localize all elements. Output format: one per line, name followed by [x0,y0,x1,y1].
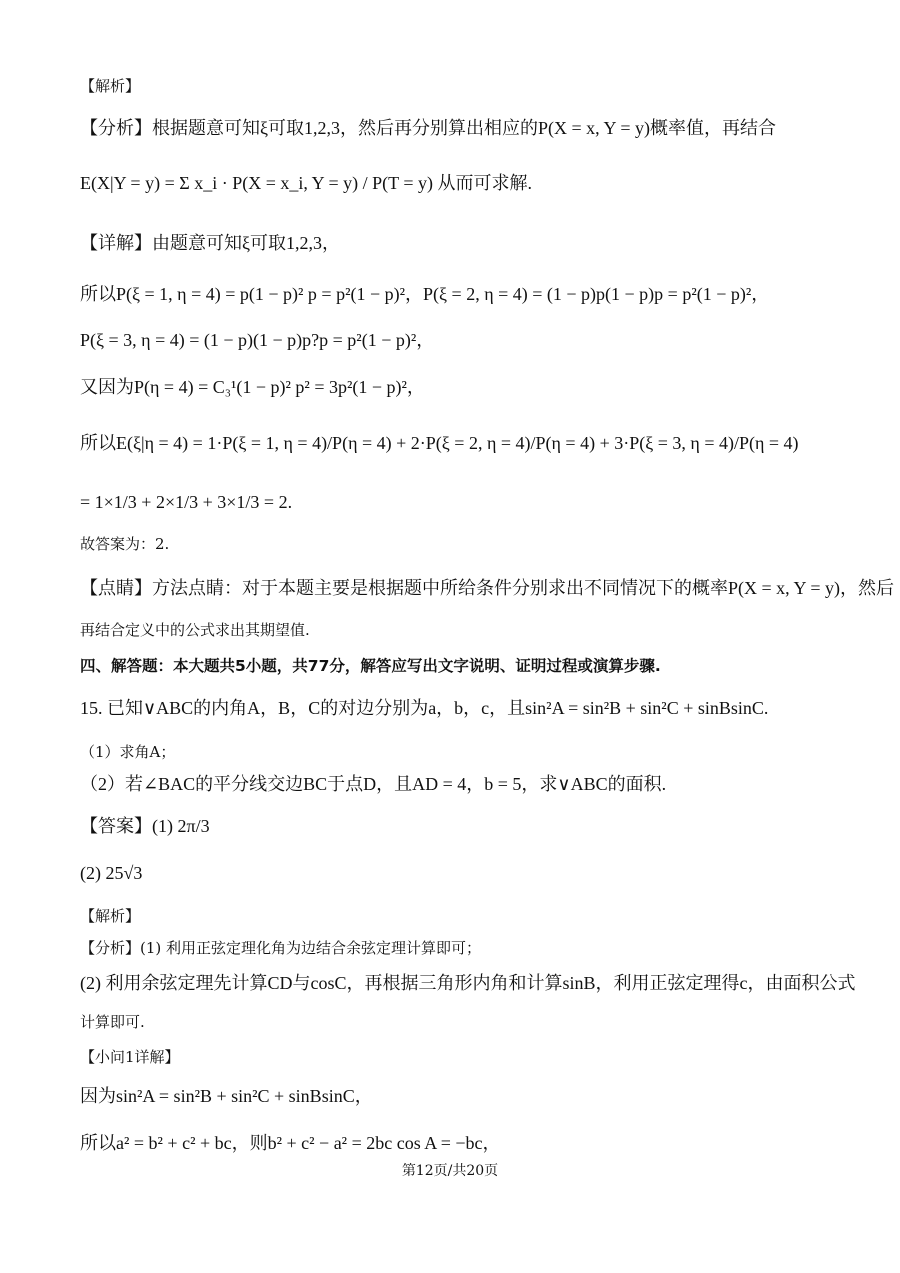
subquestion-1-line-1: 因为sin²A = sin²B + sin²C + sinBsinC， [80,1086,373,1106]
subquestion-1-heading: 【小问1详解】 [80,1048,180,1066]
question-part-1: （1）求角A； [80,743,176,761]
detail-paragraph: 【详解】由题意可知ξ可取1,2,3， [80,233,341,253]
analysis-1: 【分析】(1) 利用正弦定理化角为边结合余弦定理计算即可； [80,939,482,957]
expectation-formula: E(X|Y = y) = Σ x_i · P(X = x_i, Y = y) / P(T = y) 从而可求解. [80,173,532,193]
answer-1: 【答案】(1) 2π/3 [80,816,210,836]
question-part-2: （2）若∠BAC的平分线交边BC于点D，且AD = 4，b = 5，求∨ABC的面积. [80,774,667,794]
section-label-analysis-2: 【解析】 [80,907,141,925]
page-footer: 第12页/共20页 [401,1163,499,1179]
conditional-expectation: 所以E(ξ|η = 4) = 1·P(ξ = 1, η = 4)/P(η = 4) + 2·P(ξ = 2, η = 4)/P(η = 4) + 3·P(ξ = 3, η = 4)/P(η = 4) [80,433,799,453]
probability-line-1: 所以P(ξ = 1, η = 4) = p(1 − p)² p = p²(1 − p)²，P(ξ = 2, η = 4) = (1 − p)p(1 − p)p = p²(1 − p)²， [80,284,770,304]
analysis-paragraph: 【分析】根据题意可知ξ可取1,2,3，然后再分别算出相应的P(X = x, Y = y)概率值，再结合 [80,118,776,138]
answer-2: (2) 25√3 [80,863,143,883]
analysis-2: (2) 利用余弦定理先计算CD与cosC，再根据三角形内角和计算sinB，利用正弦定理得c，由面积公式 [80,973,856,993]
tips-line-2: 再结合定义中的公式求出其期望值. [80,621,310,639]
probability-line-2: P(ξ = 3, η = 4) = (1 − p)(1 − p)p?p = p²(1 − p)²， [80,330,435,350]
analysis-3: 计算即可. [80,1013,145,1031]
subquestion-1-line-2: 所以a² = b² + c² + bc，则b² + c² − a² = 2bc cos A = −bc， [80,1133,501,1153]
tips-line-1: 【点睛】方法点睛：对于本题主要是根据题中所给条件分别求出不同情况下的概率P(X = x, Y = y)，然后 [80,578,894,598]
expectation-result: = 1×1/3 + 2×1/3 + 3×1/3 = 2. [80,492,293,512]
probability-eta: 又因为P(η = 4) = C₃¹(1 − p)² p² = 3p²(1 − p)²， [80,377,425,397]
question-15: 15. 已知∨ABC的内角A，B，C的对边分别为a，b，c，且sin²A = sin²B + sin²C + sinBsinC. [80,698,769,718]
answer-line: 故答案为：2. [80,535,170,553]
section-heading: 四、解答题：本大题共5小题，共77分，解答应写出文字说明、证明过程或演算步骤. [80,657,661,675]
section-label-analysis: 【解析】 [80,77,141,95]
